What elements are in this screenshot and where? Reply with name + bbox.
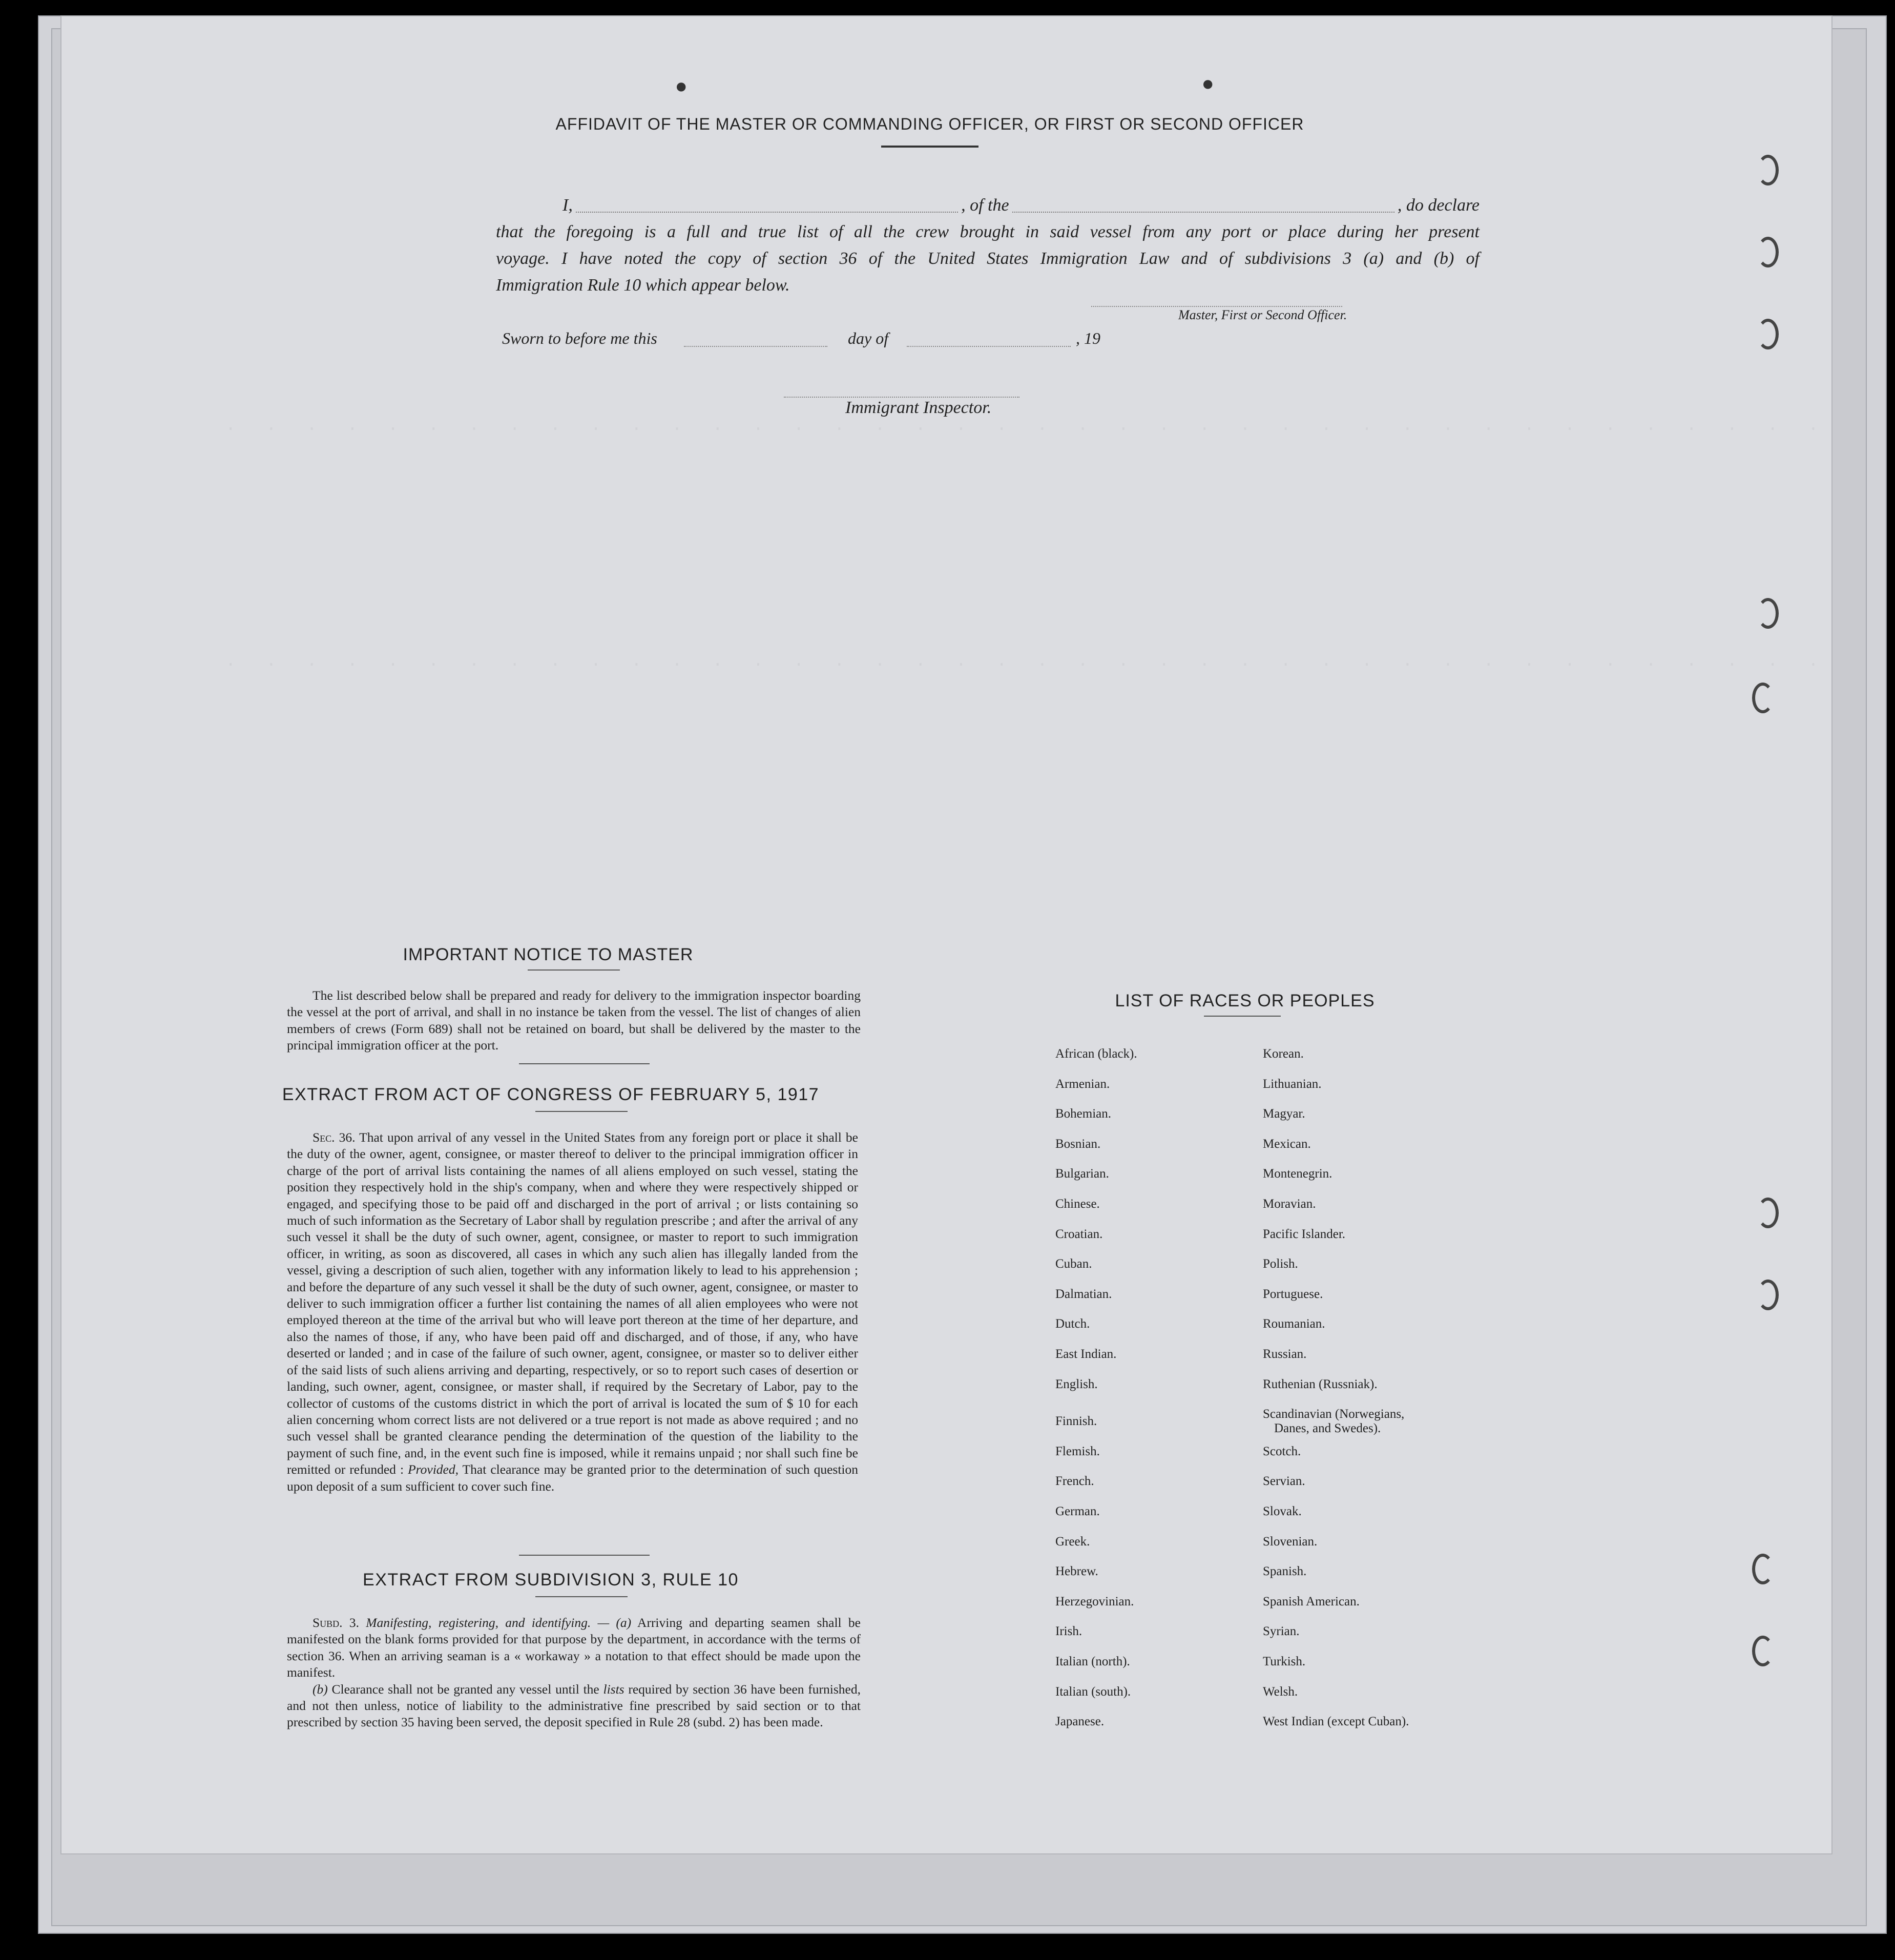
punch-hole-icon: [1757, 319, 1779, 349]
act-proviso: Provided,: [408, 1462, 459, 1477]
race-item: Welsh.: [1263, 1684, 1298, 1699]
race-item: Flemish.: [1055, 1444, 1100, 1458]
race-item: Chinese.: [1055, 1197, 1100, 1211]
race-item: African (black).: [1055, 1047, 1137, 1061]
race-item: Herzegovinian.: [1055, 1594, 1134, 1608]
affidavit-text: [496, 192, 1480, 299]
race-item: Roumanian.: [1263, 1317, 1325, 1331]
signature-label: Master, First or Second Officer.: [1178, 307, 1347, 322]
affidavit-declare: , do declare: [1397, 196, 1480, 215]
race-item: Portuguese.: [1263, 1287, 1323, 1301]
race-item: Lithuanian.: [1263, 1077, 1322, 1091]
affidavit-line-1: [496, 192, 1480, 219]
races-title: LIST OF RACES OR PEOPLES: [1115, 991, 1375, 1010]
race-item: Servian.: [1263, 1474, 1305, 1489]
race-item: Ruthenian (Russniak).: [1263, 1377, 1378, 1391]
race-item: Spanish American.: [1263, 1594, 1360, 1608]
rule-b-label: (b): [313, 1681, 328, 1697]
race-item: Spanish.: [1263, 1564, 1307, 1579]
rule-a-text: Arriving and departing seamen shall be manifested on the blank forms provided for that purpose by the department, in accordance with the terms of section 36. When an arriving seaman is a « workaway » a notation to that effect should be made upon the manifest.: [287, 1615, 861, 1680]
affidavit-of-the: , of the: [961, 196, 1009, 215]
affidavit-i: I,: [563, 196, 573, 215]
punch-hole-icon: [1757, 155, 1779, 185]
document-page: [60, 15, 1832, 1854]
race-item: Russian.: [1263, 1347, 1307, 1361]
punch-hole-icon: [1757, 1198, 1779, 1228]
sworn-day-blank[interactable]: [684, 346, 827, 347]
race-item: Slovak.: [1263, 1504, 1302, 1518]
race-item: Syrian.: [1263, 1624, 1300, 1639]
race-item: Bulgarian.: [1055, 1167, 1109, 1181]
race-item: Irish.: [1055, 1624, 1082, 1639]
punch-hole-icon: [1752, 1636, 1774, 1666]
notice-title: IMPORTANT NOTICE TO MASTER: [403, 945, 694, 964]
race-item: Slovenian.: [1263, 1534, 1318, 1549]
name-blank[interactable]: [576, 192, 958, 213]
affidavit-title: AFFIDAVIT OF THE MASTER OR COMMANDING OFFICER, OR FIRST OR SECOND OFFICER: [555, 115, 1304, 133]
race-item: Danes, and Swedes).: [1274, 1421, 1381, 1436]
race-item: German.: [1055, 1504, 1100, 1518]
notice-text: [287, 987, 861, 1054]
race-item: Pacific Islander.: [1263, 1227, 1346, 1241]
act-title: EXTRACT FROM ACT OF CONGRESS OF FEBRUARY 5, 1917: [282, 1085, 820, 1104]
race-item: French.: [1055, 1474, 1094, 1489]
section-divider: [519, 1063, 650, 1064]
vessel-blank[interactable]: [1012, 192, 1394, 213]
rule-text: [287, 1615, 861, 1731]
notice-paragraph: The list described below shall be prepared and ready for delivery to the immigration inspector boarding the vessel at the port of arrival, and shall in no instance be taken from the vessel. The list of changes of alien members of crews (Form 689) shall not be retained on board, but shall be delivered by the master to the principal immigration officer at the port.: [287, 988, 861, 1053]
punch-hole-icon: [1757, 598, 1779, 629]
race-item: Moravian.: [1263, 1197, 1316, 1211]
sworn-month-blank[interactable]: [907, 346, 1071, 347]
sworn-day-of: day of: [848, 329, 889, 347]
race-item: Cuban.: [1055, 1257, 1092, 1271]
race-item: Croatian.: [1055, 1227, 1103, 1241]
race-item: Dutch.: [1055, 1317, 1090, 1331]
race-item: Mexican.: [1263, 1137, 1311, 1151]
rule-a-label: — (a): [597, 1615, 632, 1630]
inspector-label: Immigrant Inspector.: [845, 398, 992, 417]
races-rule: [1204, 1016, 1281, 1017]
race-item: Magyar.: [1263, 1107, 1305, 1121]
inspector-signature-line[interactable]: [784, 397, 1019, 398]
race-item: Japanese.: [1055, 1715, 1105, 1729]
race-item: Greek.: [1055, 1534, 1090, 1549]
race-item: West Indian (except Cuban).: [1263, 1715, 1409, 1729]
rule-heading: Manifesting, registering, and identifying.: [366, 1615, 591, 1630]
race-item: Dalmatian.: [1055, 1287, 1112, 1301]
rule-subd-label: Subd. 3.: [313, 1615, 359, 1630]
bleed-through: [225, 416, 1822, 436]
clip-mark-icon: •: [672, 70, 691, 106]
race-item: Scandinavian (Norwegians,: [1263, 1407, 1405, 1421]
race-item: Montenegrin.: [1263, 1167, 1332, 1181]
rule-b-text-1: Clearance shall not be granted any vessel until the: [331, 1681, 599, 1697]
race-item: Bosnian.: [1055, 1137, 1101, 1151]
section-divider: [519, 1555, 650, 1556]
act-text-a: That upon arrival of any vessel in the United States from any foreign port or place it shall be the duty of the owner, agent, consignee, or master thereof to deliver to the principal immigration officer in charge of the port of arrival lists containing the names of all aliens employed on such vessel, stating the position they respectively hold in the ship's company, when and where they were respectively shipped or engaged, and specifying those to be paid off and discharged in the port of arrival ; or lists containing so much of such information as the Secretary of Labor shall by regulation prescribe ; and after the arrival of any such vessel it shall be the duty of such owner, agent, consignee, or master to report to such immigration officer, in writing, as soon as discovered, all cases in which any such alien has illegally landed from the vessel, giving a description of such alien, together with any information likely to lead to his apprehension ; and before the departure of any such vessel it shall be the duty of such owner, agent, consignee, or master to deliver to such immigration officer a further list containing the names of all alien employees who were not employed thereon at the time of the arrival but who will leave port thereon at the time of her departure, and also the names of those, if any, who have been paid off and discharged, and of those, if any, who have deserted or landed ; and in case of the failure of such owner, agent, consignee, or master so to deliver either of the said lists of such aliens arriving and departing, respectively, or so to report such cases of desertion or landing, such owner, agent, consignee, or master shall, if required by the Secretary of Labor, pay to the collector of customs of the customs district in which the port of arrival is located the sum of $ 10 for each alien concerning whom correct lists are not delivered or a true report is not made as above required ; and no such vessel shall be granted clearance pending the determination of the question of the liability to the payment of such fine, and, in the event such fine is imposed, while it remains unpaid ; nor shall such fine be remitted or refunded :: [287, 1130, 858, 1477]
rule-paragraph-a: [287, 1615, 861, 1681]
race-item: English.: [1055, 1377, 1098, 1391]
affidavit-line-3: voyage. I have noted the copy of section 36 of the United States Immigration Law and of subdivisions 3 (a) and (b) of: [496, 249, 1480, 268]
act-text-b: That clearance may be granted prior to the determination of such question upon deposit of a sum sufficient to cover such fine.: [287, 1462, 859, 1494]
race-item: Armenian.: [1055, 1077, 1110, 1091]
sworn-text: Sworn to before me this: [502, 329, 657, 347]
affidavit-line-2: that the foregoing is a full and true list of all the crew brought in said vessel from any port or place during her present: [496, 222, 1480, 241]
title-rule: [881, 146, 978, 148]
rule-title: EXTRACT FROM SUBDIVISION 3, RULE 10: [363, 1570, 739, 1590]
rule-b-lists: lists: [603, 1681, 624, 1697]
sworn-year: , 19: [1076, 329, 1100, 347]
signature-line[interactable]: [1091, 306, 1342, 307]
act-section-label: Sec. 36.: [313, 1130, 356, 1145]
punch-hole-icon: [1757, 237, 1779, 267]
rule-b-text-2: required by section 36 have been furnished, and not then unless, notice of liability to the administrative fine prescribed by said section or to that prescribed by section 35 having been served, the deposit specified in Rule 28 (subd. 2) has been made.: [287, 1681, 861, 1730]
race-item: Polish.: [1263, 1257, 1298, 1271]
notice-rule: [528, 969, 620, 971]
race-item: Turkish.: [1263, 1655, 1306, 1668]
rule-paragraph-b: [287, 1681, 861, 1731]
race-item: Bohemian.: [1055, 1107, 1112, 1121]
race-item: East Indian.: [1055, 1347, 1117, 1361]
punch-hole-icon: [1757, 1280, 1779, 1310]
punch-hole-icon: [1752, 683, 1774, 713]
race-item: Finnish.: [1055, 1414, 1097, 1429]
race-item: Korean.: [1263, 1047, 1304, 1061]
affidavit-line-4: Immigration Rule 10 which appear below.: [496, 276, 790, 295]
punch-hole-icon: [1752, 1554, 1774, 1584]
act-text: [287, 1129, 858, 1495]
race-item: Italian (north).: [1055, 1655, 1130, 1668]
clip-mark-icon: •: [1199, 68, 1217, 104]
race-item: Scotch.: [1263, 1444, 1301, 1458]
act-paragraph: [287, 1129, 858, 1495]
act-rule: [535, 1111, 628, 1112]
rule-rule: [535, 1596, 628, 1597]
race-item: Italian (south).: [1055, 1684, 1131, 1699]
race-item: Hebrew.: [1055, 1564, 1098, 1579]
bleed-through: [225, 652, 1822, 671]
